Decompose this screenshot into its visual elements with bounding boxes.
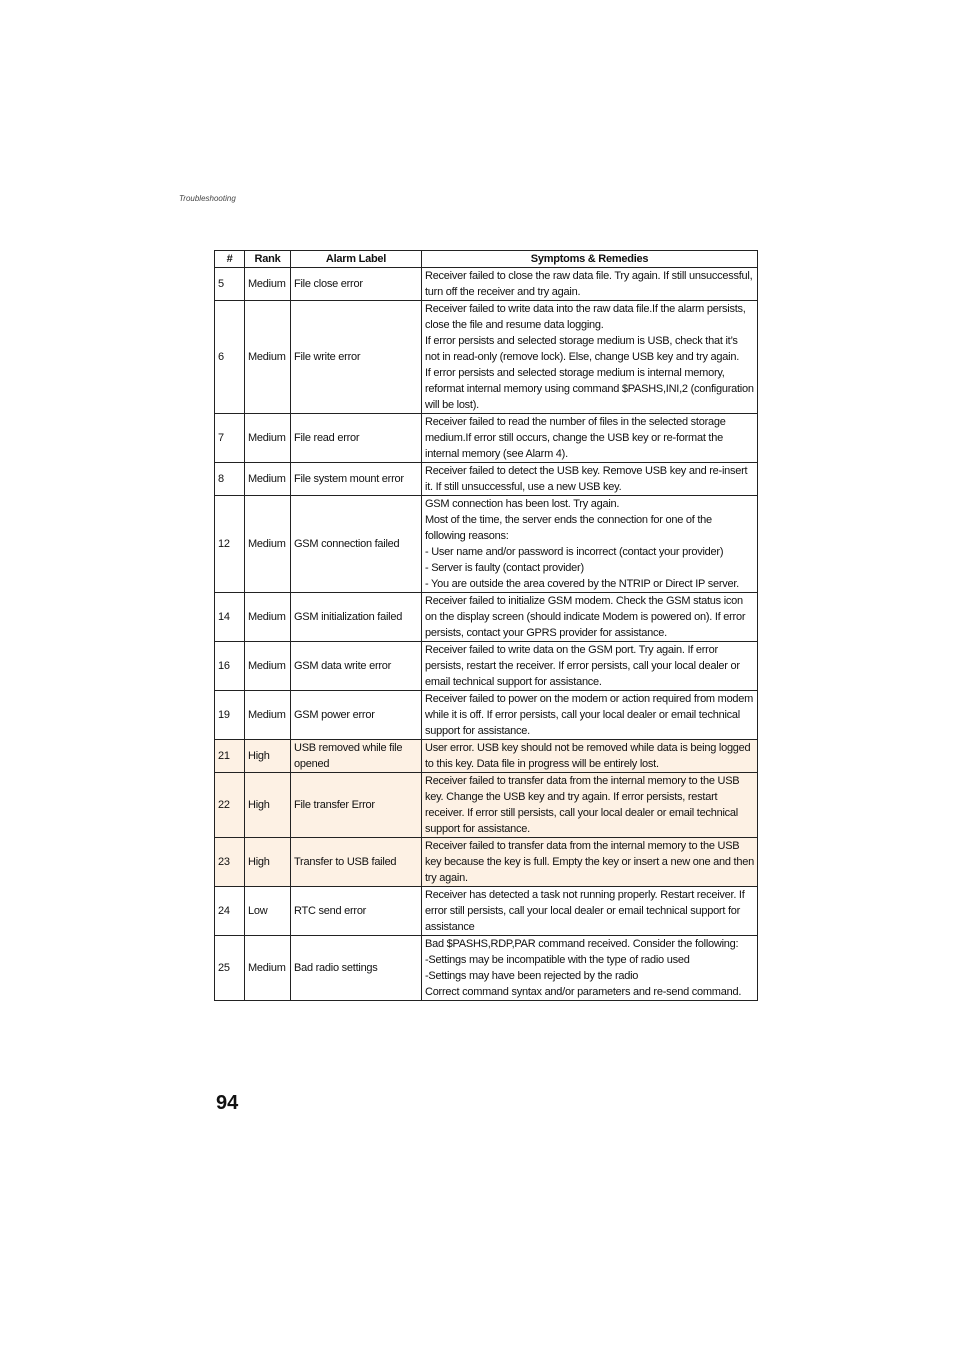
alarm-rank: Medium bbox=[245, 496, 291, 593]
remedy-paragraph: Receiver failed to power on the modem or action required from modem while it is off. If error persists, call your local dealer or email technical support for assistance. bbox=[425, 693, 754, 737]
remedy-paragraph: Receiver has detected a task not running properly. Restart receiver. If error still persists, call your local dealer or email technical support for assistance bbox=[425, 889, 745, 933]
remedy-paragraph: Receiver failed to detect the USB key. Remove USB key and re-insert it. If still unsuccessful, use a new USB key. bbox=[425, 465, 748, 493]
alarm-remedy bbox=[422, 593, 758, 642]
alarm-label: File close error bbox=[291, 268, 422, 301]
alarm-number: 8 bbox=[215, 463, 245, 496]
remedy-paragraph: -Settings may be incompatible with the type of radio used bbox=[425, 954, 690, 966]
running-header: Troubleshooting bbox=[179, 194, 236, 203]
alarm-label: RTC send error bbox=[291, 887, 422, 936]
alarm-label: Bad radio settings bbox=[291, 936, 422, 1001]
alarm-number: 12 bbox=[215, 496, 245, 593]
alarm-number: 25 bbox=[215, 936, 245, 1001]
table-row bbox=[215, 414, 758, 463]
alarm-number: 19 bbox=[215, 691, 245, 740]
alarm-label: GSM data write error bbox=[291, 642, 422, 691]
remedy-paragraph: - You are outside the area covered by the NTRIP or Direct IP server. bbox=[425, 578, 739, 590]
table-row bbox=[215, 740, 758, 773]
alarm-label: File transfer Error bbox=[291, 773, 422, 838]
alarm-rank: High bbox=[245, 740, 291, 773]
alarm-number: 5 bbox=[215, 268, 245, 301]
table-row bbox=[215, 887, 758, 936]
page-number: 94 bbox=[216, 1092, 239, 1114]
alarm-rank: Medium bbox=[245, 642, 291, 691]
alarm-remedy bbox=[422, 838, 758, 887]
remedy-paragraph: GSM connection has been lost. Try again. bbox=[425, 498, 620, 510]
table-header-row bbox=[215, 251, 758, 268]
column-header-rank: Rank bbox=[245, 251, 291, 268]
alarm-rank: Medium bbox=[245, 463, 291, 496]
remedy-paragraph: Receiver failed to close the raw data file. Try again. If still unsuccessful, turn off the receiver and try again. bbox=[425, 270, 753, 298]
remedy-paragraph: Most of the time, the server ends the connection for one of the following reasons: bbox=[425, 514, 712, 542]
remedy-paragraph: Receiver failed to transfer data from the internal memory to the USB key. Change the USB key and try again. If error persists, restart receiver. If error still persists, call your local dealer or email technical support for assistance. bbox=[425, 775, 740, 835]
alarm-label: File write error bbox=[291, 301, 422, 414]
alarm-rank: Medium bbox=[245, 414, 291, 463]
alarm-remedy bbox=[422, 740, 758, 773]
alarm-remedy bbox=[422, 463, 758, 496]
alarm-table-body bbox=[215, 268, 758, 1001]
remedy-paragraph: Receiver failed to read the number of files in the selected storage medium.If error still occurs, change the USB key or re-format the internal memory (see Alarm 4). bbox=[425, 416, 726, 460]
remedy-paragraph: - User name and/or password is incorrect (contact your provider) bbox=[425, 546, 724, 558]
table-row bbox=[215, 496, 758, 593]
table-row bbox=[215, 268, 758, 301]
table-row bbox=[215, 642, 758, 691]
alarm-remedy bbox=[422, 691, 758, 740]
alarm-remedy bbox=[422, 268, 758, 301]
alarm-rank: Medium bbox=[245, 301, 291, 414]
table-row bbox=[215, 773, 758, 838]
alarm-label: GSM initialization failed bbox=[291, 593, 422, 642]
table-row bbox=[215, 593, 758, 642]
alarm-remedy bbox=[422, 414, 758, 463]
table-row bbox=[215, 301, 758, 414]
alarm-label: USB removed while file opened bbox=[291, 740, 422, 773]
remedy-paragraph: If error persists and selected storage medium is internal memory, reformat internal memory using command $PASHS,INI,2 (configuration will be lost). bbox=[425, 367, 754, 411]
alarm-rank: Low bbox=[245, 887, 291, 936]
alarm-rank: Medium bbox=[245, 593, 291, 642]
alarm-number: 16 bbox=[215, 642, 245, 691]
table-row bbox=[215, 691, 758, 740]
alarm-number: 14 bbox=[215, 593, 245, 642]
column-header-number: # bbox=[215, 251, 245, 268]
alarm-number: 21 bbox=[215, 740, 245, 773]
column-header-alarm-label: Alarm Label bbox=[291, 251, 422, 268]
remedy-paragraph: - Server is faulty (contact provider) bbox=[425, 562, 584, 574]
alarm-rank: Medium bbox=[245, 691, 291, 740]
alarm-table bbox=[214, 250, 758, 1001]
alarm-label: File system mount error bbox=[291, 463, 422, 496]
alarm-rank: Medium bbox=[245, 268, 291, 301]
remedy-paragraph: User error. USB key should not be removed while data is being logged to this key. Data file in progress will be entirely lost. bbox=[425, 742, 751, 770]
table-row bbox=[215, 463, 758, 496]
remedy-paragraph: Receiver failed to initialize GSM modem. Check the GSM status icon on the display screen (should indicate Modem is powered on). If error persists, contact your GPRS provider for assistance. bbox=[425, 595, 746, 639]
remedy-paragraph: Correct command syntax and/or parameters and re-send command. bbox=[425, 986, 742, 998]
remedy-paragraph: Receiver failed to transfer data from the internal memory to the USB key because the key is full. Empty the key or insert a new one and then try again. bbox=[425, 840, 754, 884]
alarm-number: 24 bbox=[215, 887, 245, 936]
remedy-paragraph: If error persists and selected storage medium is USB, check that it’s not in read-only (remove lock). Else, change USB key and try again. bbox=[425, 335, 740, 363]
alarm-remedy bbox=[422, 936, 758, 1001]
alarm-rank: Medium bbox=[245, 936, 291, 1001]
table-row bbox=[215, 838, 758, 887]
column-header-symptoms-remedies: Symptoms & Remedies bbox=[422, 251, 758, 268]
remedy-paragraph: Receiver failed to write data into the raw data file.If the alarm persists, close the file and resume data logging. bbox=[425, 303, 746, 331]
alarm-label: File read error bbox=[291, 414, 422, 463]
alarm-label: Transfer to USB failed bbox=[291, 838, 422, 887]
alarm-remedy bbox=[422, 642, 758, 691]
alarm-label: GSM power error bbox=[291, 691, 422, 740]
alarm-remedy bbox=[422, 887, 758, 936]
alarm-remedy bbox=[422, 773, 758, 838]
alarm-rank: High bbox=[245, 838, 291, 887]
alarm-label: GSM connection failed bbox=[291, 496, 422, 593]
remedy-paragraph: Receiver failed to write data on the GSM port. Try again. If error persists, restart the receiver. If error persists, call your local dealer or email technical support for assistance. bbox=[425, 644, 740, 688]
alarm-number: 22 bbox=[215, 773, 245, 838]
alarm-remedy bbox=[422, 496, 758, 593]
alarm-remedy bbox=[422, 301, 758, 414]
alarm-number: 23 bbox=[215, 838, 245, 887]
remedy-paragraph: -Settings may have been rejected by the radio bbox=[425, 970, 639, 982]
alarm-rank: High bbox=[245, 773, 291, 838]
alarm-number: 7 bbox=[215, 414, 245, 463]
alarm-number: 6 bbox=[215, 301, 245, 414]
remedy-paragraph: Bad $PASHS,RDP,PAR command received. Consider the following: bbox=[425, 938, 739, 950]
table-row bbox=[215, 936, 758, 1001]
